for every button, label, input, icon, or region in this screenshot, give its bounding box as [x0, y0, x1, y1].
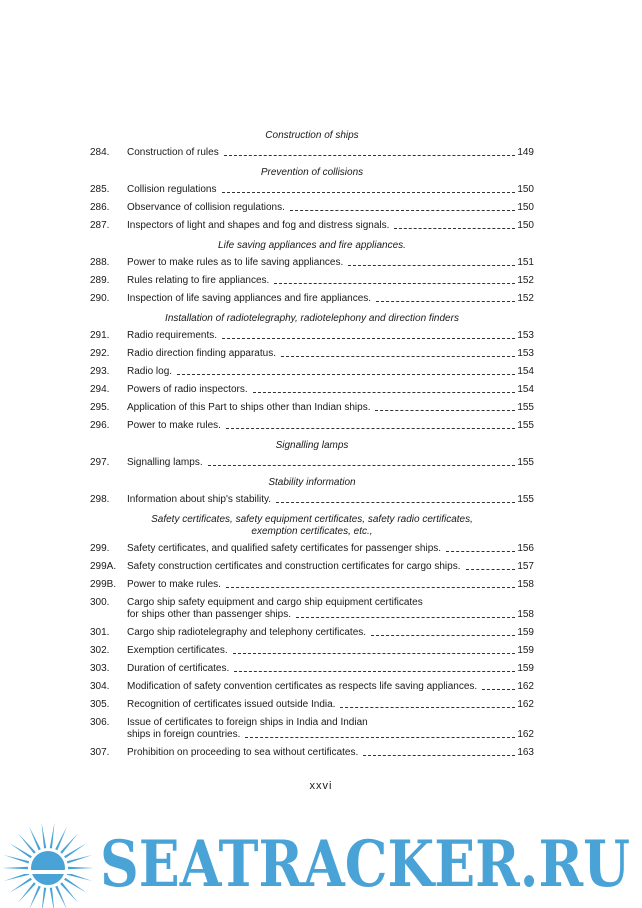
page-ref: 158 [517, 609, 534, 620]
page-ref: 159 [517, 627, 534, 638]
section-number: 287. [90, 220, 110, 231]
page-ref: 163 [517, 747, 534, 758]
section-number: 289. [90, 275, 110, 286]
toc-entry[interactable] [90, 220, 534, 232]
page-ref: 159 [517, 663, 534, 674]
section-number: 286. [90, 202, 110, 213]
toc-entry[interactable] [90, 543, 534, 555]
leader-dashes [208, 465, 516, 466]
entry-title: Cargo ship radiotelegraphy and telephony certificates. [127, 627, 367, 638]
leader-dashes [224, 155, 516, 156]
section-number: 299. [90, 543, 110, 554]
toc-entry[interactable] [90, 645, 534, 657]
entry-title: Power to make rules as to life saving appliances. [127, 257, 344, 268]
leader-dashes [363, 755, 515, 756]
toc-entry[interactable] [90, 494, 534, 506]
section-number: 290. [90, 293, 110, 304]
toc-entry[interactable] [90, 717, 534, 741]
toc-entry[interactable] [90, 184, 534, 196]
toc-entry[interactable] [90, 747, 534, 759]
entry-title: Construction of rules [127, 147, 219, 158]
entry-title: for ships other than passenger ships. [127, 609, 291, 620]
entry-title: Radio log. [127, 366, 173, 377]
leader-dashes [340, 707, 515, 708]
section-number: 288. [90, 257, 110, 268]
page-ref: 155 [517, 402, 534, 413]
page-ref: 150 [517, 184, 534, 195]
section-heading: Construction of ships [265, 130, 359, 141]
page-ref: 149 [517, 147, 534, 158]
toc-entry[interactable] [90, 147, 534, 159]
leader-dashes [226, 428, 515, 429]
toc-entry[interactable] [90, 348, 534, 360]
section-number: 305. [90, 699, 110, 710]
section-number: 304. [90, 681, 110, 692]
entry-title: Modification of safety convention certificates as respects life saving appliances. [127, 681, 478, 692]
section-number: 299B. [90, 579, 117, 590]
section-number: 302. [90, 645, 110, 656]
leader-dashes [222, 192, 516, 193]
entry-title: Cargo ship safety equipment and cargo ship equipment certificates [127, 597, 423, 608]
leader-dashes [274, 283, 515, 284]
seatracker-watermark [0, 808, 642, 908]
section-number: 297. [90, 457, 110, 468]
page-ref: 150 [517, 220, 534, 231]
entry-title: Observance of collision regulations. [127, 202, 285, 213]
leader-dashes [290, 210, 515, 211]
toc-entry[interactable] [90, 384, 534, 396]
section-number: 303. [90, 663, 110, 674]
page-ref: 152 [517, 275, 534, 286]
page-ref: 155 [517, 420, 534, 431]
entry-title: Radio requirements. [127, 330, 218, 341]
page-ref: 151 [517, 257, 534, 268]
page-ref: 154 [517, 366, 534, 377]
section-number: 285. [90, 184, 110, 195]
leader-dashes [222, 338, 515, 339]
leader-dashes [281, 356, 515, 357]
leader-dashes [348, 265, 515, 266]
entry-title: Duration of certificates. [127, 663, 230, 674]
leader-dashes [466, 569, 516, 570]
section-heading: Stability information [268, 477, 356, 488]
toc-entry[interactable] [90, 561, 534, 573]
toc-entry[interactable] [90, 597, 534, 621]
entry-title: Signalling lamps. [127, 457, 203, 468]
entry-title: Power to make rules. [127, 420, 221, 431]
section-number: 291. [90, 330, 110, 341]
toc-entry[interactable] [90, 366, 534, 378]
entry-title: Recognition of certificates issued outside India. [127, 699, 336, 710]
leader-dashes [376, 301, 515, 302]
page-ref: 157 [517, 561, 534, 572]
toc-entry[interactable] [90, 402, 534, 414]
section-heading: Life saving appliances and fire appliances. [218, 240, 406, 251]
toc-entry[interactable] [90, 457, 534, 469]
page-ref: 150 [517, 202, 534, 213]
page-ref: 153 [517, 348, 534, 359]
section-heading: Signalling lamps [275, 440, 349, 451]
section-number: 299A. [90, 561, 117, 572]
sun-rays-icon [0, 823, 96, 908]
leader-dashes [233, 653, 516, 654]
entry-title: Safety construction certificates and construction certificates for cargo ships. [127, 561, 461, 572]
leader-dashes [375, 410, 515, 411]
leader-dashes [226, 587, 515, 588]
section-number: 307. [90, 747, 110, 758]
section-number: 295. [90, 402, 110, 413]
leader-dashes [371, 635, 515, 636]
entry-title: Inspection of life saving appliances and fire appliances. [127, 293, 372, 304]
toc-entry[interactable] [90, 663, 534, 675]
entry-title: ships in foreign countries. [127, 729, 241, 740]
toc-entry[interactable] [90, 275, 534, 287]
section-number: 293. [90, 366, 110, 377]
section-number: 301. [90, 627, 110, 638]
leader-dashes [245, 737, 515, 738]
page-ref: 154 [517, 384, 534, 395]
watermark-text: SEATRACKER.RU [100, 827, 630, 902]
section-number: 296. [90, 420, 110, 431]
entry-title: Powers of radio inspectors. [127, 384, 248, 395]
leader-dashes [234, 671, 515, 672]
entry-title: Safety certificates, and qualified safety certificates for passenger ships. [127, 543, 442, 554]
section-number: 284. [90, 147, 110, 158]
page-ref: 162 [517, 699, 534, 710]
page-ref: 158 [517, 579, 534, 590]
toc-entry[interactable] [90, 293, 534, 305]
page-ref: 155 [517, 457, 534, 468]
page-ref: 156 [517, 543, 534, 554]
toc-entry[interactable] [90, 681, 534, 693]
entry-title: Exemption certificates. [127, 645, 228, 656]
leader-dashes [296, 617, 515, 618]
table-of-contents [90, 128, 534, 765]
section-heading: Safety certificates, safety equipment certificates, safety radio certificates, exemption certificates, etc., [151, 514, 473, 537]
entry-title: Rules relating to fire appliances. [127, 275, 270, 286]
page-ref: 159 [517, 645, 534, 656]
section-number: 300. [90, 597, 110, 608]
section-number: 294. [90, 384, 110, 395]
entry-title: Issue of certificates to foreign ships in India and Indian [127, 717, 368, 728]
page-ref: 152 [517, 293, 534, 304]
entry-title: Power to make rules. [127, 579, 221, 590]
leader-dashes [394, 228, 515, 229]
toc-entry[interactable] [90, 420, 534, 432]
leader-dashes [177, 374, 515, 375]
section-heading: Installation of radiotelegraphy, radiotelephony and direction finders [165, 313, 459, 324]
entry-title: Collision regulations [127, 184, 217, 195]
page-ref: 162 [517, 729, 534, 740]
section-number: 298. [90, 494, 110, 505]
leader-dashes [253, 392, 516, 393]
leader-dashes [446, 551, 515, 552]
entry-title: Prohibition on proceeding to sea without certificates. [127, 747, 359, 758]
toc-entry[interactable] [90, 202, 534, 214]
section-number: 306. [90, 717, 110, 728]
toc-entry[interactable] [90, 330, 534, 342]
page-ref: 155 [517, 494, 534, 505]
page-number: xxvi [309, 780, 333, 792]
leader-dashes [482, 689, 515, 690]
page-ref: 153 [517, 330, 534, 341]
entry-title: Information about ship's stability. [127, 494, 272, 505]
entry-title: Radio direction finding apparatus. [127, 348, 276, 359]
toc-entry[interactable] [90, 257, 534, 269]
entry-title: Inspectors of light and shapes and fog and distress signals. [127, 220, 390, 231]
toc-entry[interactable] [90, 699, 534, 711]
toc-entry[interactable] [90, 579, 534, 591]
section-number: 292. [90, 348, 110, 359]
toc-entry[interactable] [90, 627, 534, 639]
leader-dashes [276, 502, 515, 503]
entry-title: Application of this Part to ships other than Indian ships. [127, 402, 371, 413]
section-heading: Prevention of collisions [260, 167, 364, 178]
page-ref: 162 [517, 681, 534, 692]
